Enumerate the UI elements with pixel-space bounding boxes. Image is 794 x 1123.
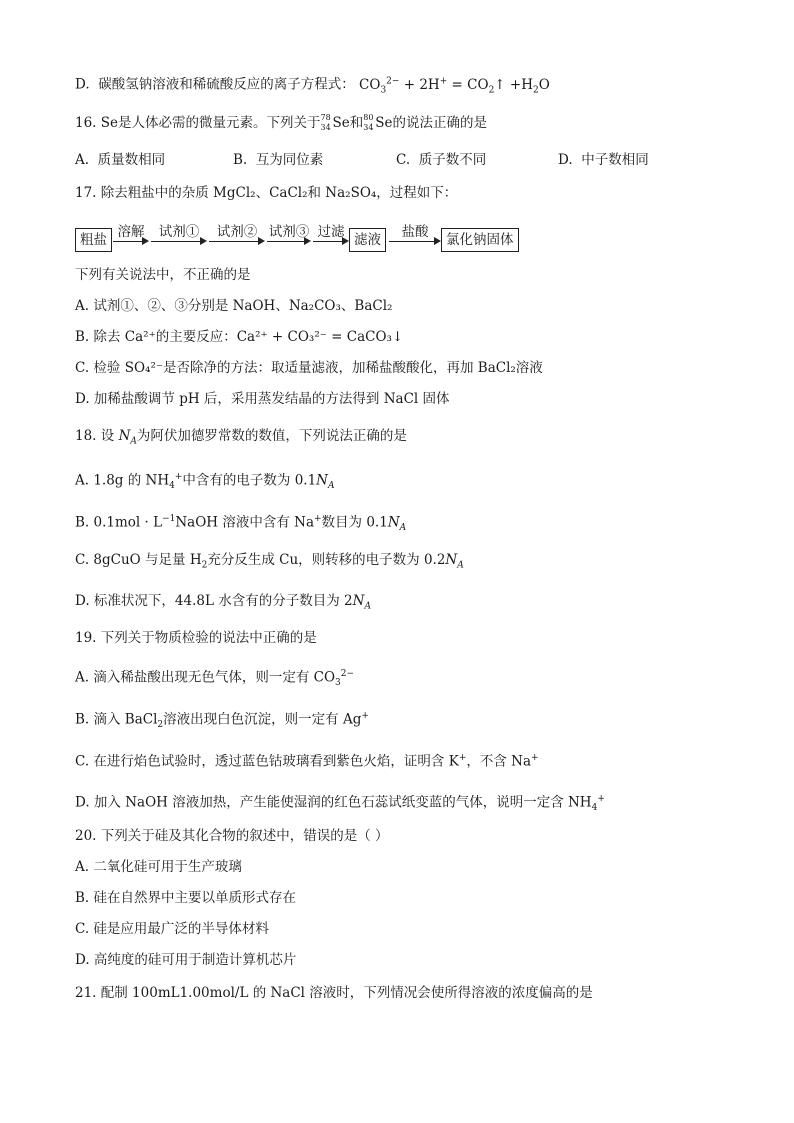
isotope-se80: 80 34 bbox=[363, 113, 374, 132]
isotope-se78: 78 34 bbox=[320, 113, 331, 132]
q17-stem: 17. 除去粗盐中的杂质 MgCl₂、CaCl₂和 Na₂SO₄，过程如下： bbox=[75, 185, 458, 201]
flow-arrow-dissolve: 溶解 bbox=[113, 228, 149, 250]
q19-stem: 19. 下列关于物质检验的说法中正确的是 bbox=[75, 630, 317, 646]
q18-option-c: C. 8gCuO 与足量 $H_2$充分反生成 Cu，则转移的电子数为 $0.2N_A$ bbox=[75, 552, 464, 571]
q18-option-d: D. 标准状况下，44.8L 水含有的分子数目为 $2N_A$ bbox=[75, 593, 371, 612]
q15-equation: $CO_3^{2-} + 2H^+$ = $CO_2↑ +H_2O$ bbox=[359, 76, 550, 96]
q20-stem: 20. 下列关于硅及其化合物的叙述中，错误的是（ ） bbox=[75, 828, 389, 844]
q20-option-a: A. 二氧化硅可用于生产玻璃 bbox=[75, 859, 242, 875]
q20-option-d: D. 高纯度的硅可用于制造计算机芯片 bbox=[75, 952, 297, 968]
q19-option-c: C. 在进行焰色试验时，透过蓝色钴玻璃看到紫色火焰，证明含 K+，不含 Na+ bbox=[75, 753, 539, 770]
q19-option-a: A. 滴入稀盐酸出现无色气体，则一定有 $CO_3^{2-}$ bbox=[75, 669, 355, 689]
q18-stem: 18. 设 $N_A$为阿伏加德罗常数的数值，下列说法正确的是 bbox=[75, 428, 407, 447]
q17-option-d: D. 加稀盐酸调节 pH 后，采用蒸发结晶的方法得到 NaCl 固体 bbox=[75, 391, 450, 407]
flow-box-nacl-solid: 氯化钠固体 bbox=[441, 228, 519, 252]
q20-option-b: B. 硅在自然界中主要以单质形式存在 bbox=[75, 890, 297, 906]
q21-stem: 21. 配制 100mL1.00mol/L 的 NaCl 溶液时，下列情况会使所得溶液的浓度偏高的是 bbox=[75, 985, 593, 1001]
flow-arrow-reagent3: 试剂③ bbox=[267, 228, 311, 250]
q19-option-b: B. 滴入 BaCl$_2$溶液出现白色沉淀，则一定有 Ag+ bbox=[75, 711, 369, 731]
q16-option-b: B. 互为同位素 bbox=[233, 152, 324, 168]
q16-option-a: A. 质量数相同 bbox=[75, 152, 166, 168]
flow-arrow-filter: 过滤 bbox=[313, 228, 349, 250]
q16-option-c: C. 质子数不同 bbox=[396, 152, 487, 168]
q17-ask: 下列有关说法中，不正确的是 bbox=[75, 267, 251, 283]
q16-stem: 16. Se是人体必需的微量元素。下列关于 78 34 Se和 80 34 Se的说法正确的是 bbox=[75, 113, 487, 132]
flow-arrow-reagent1: 试剂① bbox=[151, 228, 207, 250]
q17-option-c: C. 检验 SO₄²⁻是否除净的方法：取适量滤液，加稀盐酸酸化，再加 BaCl₂溶液 bbox=[75, 360, 543, 376]
q17-option-b: B. 除去 Ca²⁺的主要反应：Ca²⁺ + CO₃²⁻ = CaCO₃↓ bbox=[75, 329, 404, 345]
q17-flow-diagram bbox=[75, 224, 535, 254]
q20-option-c: C. 硅是应用最广泛的半导体材料 bbox=[75, 921, 269, 937]
q18-option-b: B. $0.1mol \cdot L^{-1}NaOH$ 溶液中含有 Na+数目为 $0.1N_A$ bbox=[75, 514, 407, 534]
flow-box-filtrate: 滤液 bbox=[349, 228, 386, 252]
flow-arrow-hcl: 盐酸 bbox=[389, 228, 441, 250]
q15-option-d: D. 碳酸氢钠溶液和稀硫酸反应的离子方程式： $CO_3^{2-} + 2H^+$ = $CO_2↑ +H_2O$ bbox=[75, 76, 550, 96]
q19-option-d: D. 加入 NaOH 溶液加热，产生能使湿润的红色石蕊试纸变蓝的气体，说明一定含 $NH_4^+$ bbox=[75, 794, 605, 814]
q16-option-d: D. 中子数相同 bbox=[558, 152, 649, 168]
q17-option-a: A. 试剂①、②、③分别是 NaOH、Na₂CO₃、BaCl₂ bbox=[75, 298, 393, 314]
flow-arrow-reagent2: 试剂② bbox=[209, 228, 265, 250]
q18-option-a: A. 1.8g 的 $NH_4^+$中含有的电子数为 $0.1N_A$ bbox=[75, 472, 335, 492]
flow-box-crude-salt: 粗盐 bbox=[75, 228, 112, 252]
